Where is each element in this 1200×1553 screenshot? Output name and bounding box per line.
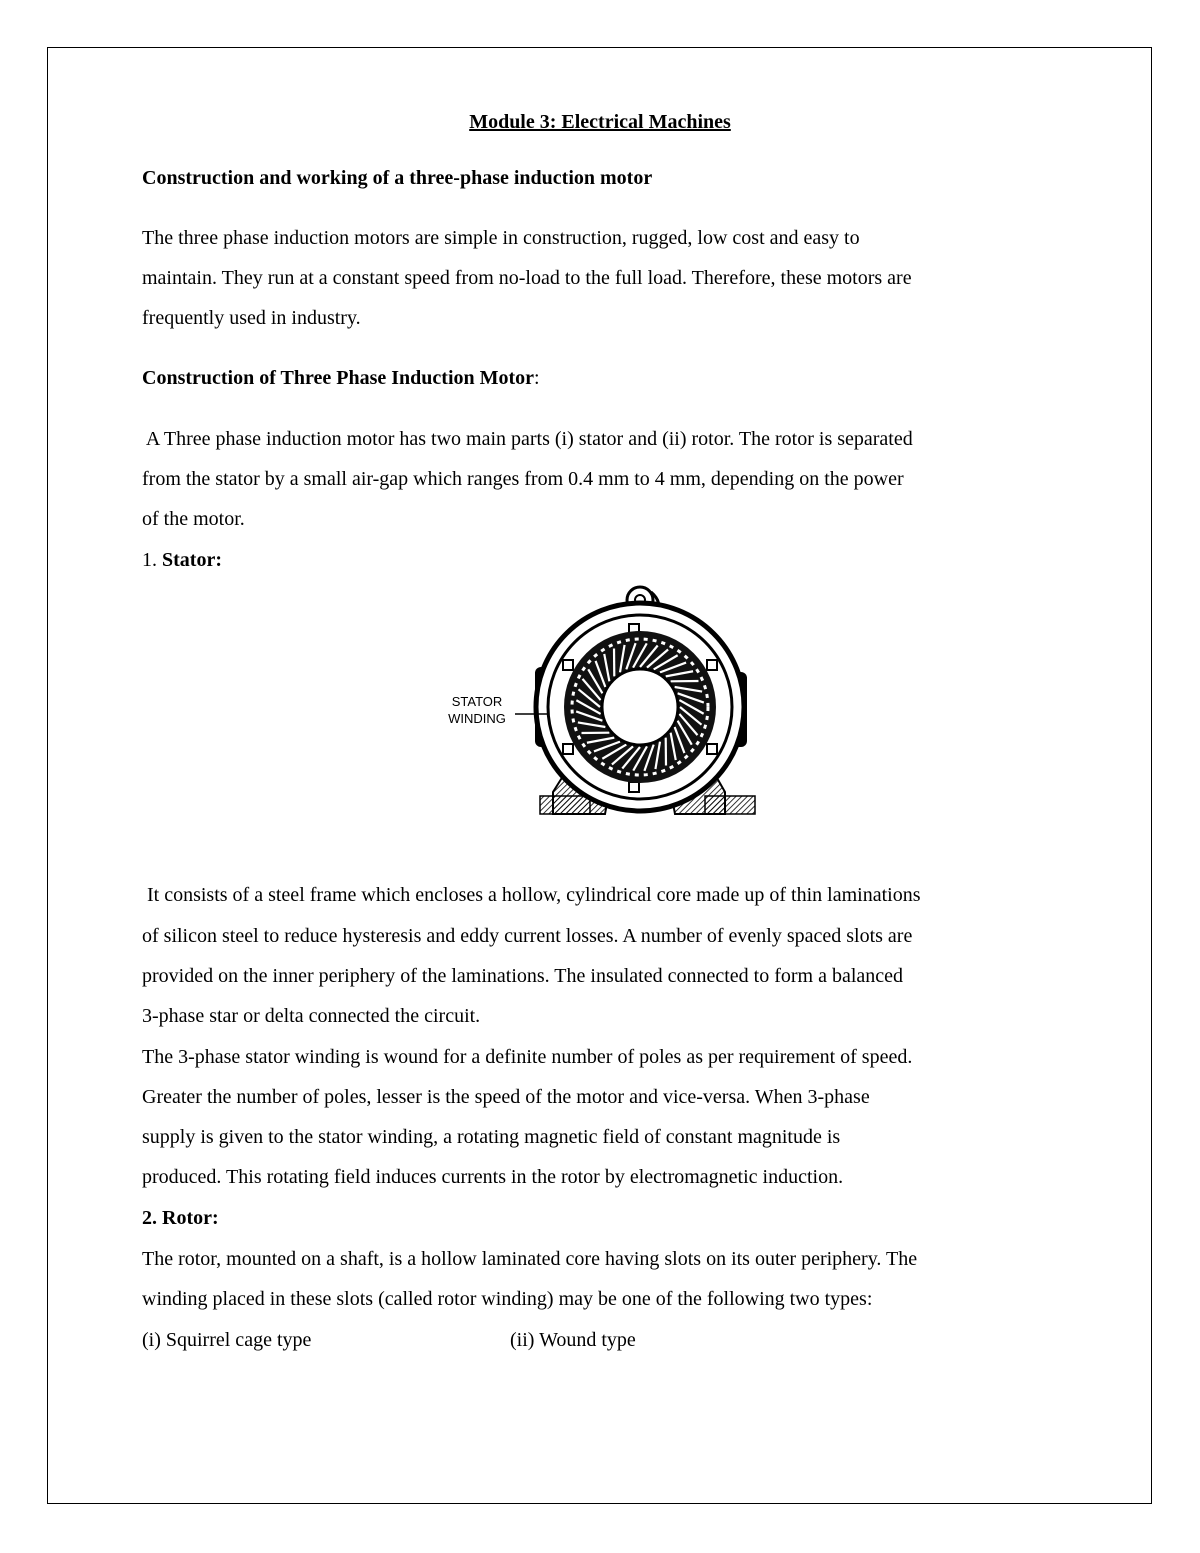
stator-diagram [435, 582, 765, 827]
stator-line-4: 3-phase star or delta connected the circuit. [142, 1005, 481, 1027]
stator-heading-number: 1. [142, 549, 162, 571]
stator-line-2: of silicon steel to reduce hysteresis and eddy current losses. A number of evenly spaced slots are [142, 925, 913, 947]
figure-label-line-1: STATOR [451, 694, 503, 709]
rotor-line-2: winding placed in these slots (called rotor winding) may be one of the following two types: [142, 1288, 873, 1310]
rotor-heading: 2. Rotor: [142, 1207, 219, 1229]
construction-heading-text: Construction of Three Phase Induction Motor [142, 367, 535, 389]
stator-bore [602, 669, 678, 745]
stator-line-7: supply is given to the stator winding, a rotating magnetic field of constant magnitude is [142, 1126, 841, 1148]
stator-heading [142, 550, 222, 570]
intro-line-1: The three phase induction motors are simple in construction, rugged, low cost and easy to [142, 227, 860, 249]
parts-line-3: of the motor. [142, 508, 245, 530]
rotor-type-wound: (ii) Wound type [510, 1329, 636, 1351]
page-title: Module 3: Electrical Machines [469, 111, 731, 133]
figure-label-line-2: WINDING [448, 711, 506, 726]
stator-line-3: provided on the inner periphery of the laminations. The insulated connected to form a balanced [142, 965, 904, 987]
stator-line-1: It consists of a steel frame which encloses a hollow, cylindrical core made up of thin laminations [142, 884, 921, 906]
construction-heading-colon: : [534, 367, 540, 389]
stator-heading-label: Stator: [162, 549, 222, 571]
stator-line-8: produced. This rotating field induces currents in the rotor by electromagnetic induction. [142, 1166, 844, 1188]
rotor-type-squirrel-cage: (i) Squirrel cage type [142, 1329, 312, 1351]
rotor-line-1: The rotor, mounted on a shaft, is a hollow laminated core having slots on its outer periphery. The [142, 1248, 918, 1270]
stator-line-6: Greater the number of poles, lesser is the speed of the motor and vice-versa. When 3-phase [142, 1086, 870, 1108]
stator-line-5: The 3-phase stator winding is wound for a definite number of poles as per requirement of speed. [142, 1046, 913, 1068]
construction-heading [142, 368, 540, 388]
parts-line-2: from the stator by a small air-gap which ranges from 0.4 mm to 4 mm, depending on the power [142, 468, 904, 490]
intro-line-3: frequently used in industry. [142, 307, 361, 329]
stator-figure [435, 582, 765, 827]
parts-line-1: A Three phase induction motor has two main parts (i) stator and (ii) rotor. The rotor is separated [142, 428, 913, 450]
section-heading: Construction and working of a three-phase induction motor [142, 167, 653, 189]
intro-line-2: maintain. They run at a constant speed from no-load to the full load. Therefore, these motors are [142, 267, 912, 289]
